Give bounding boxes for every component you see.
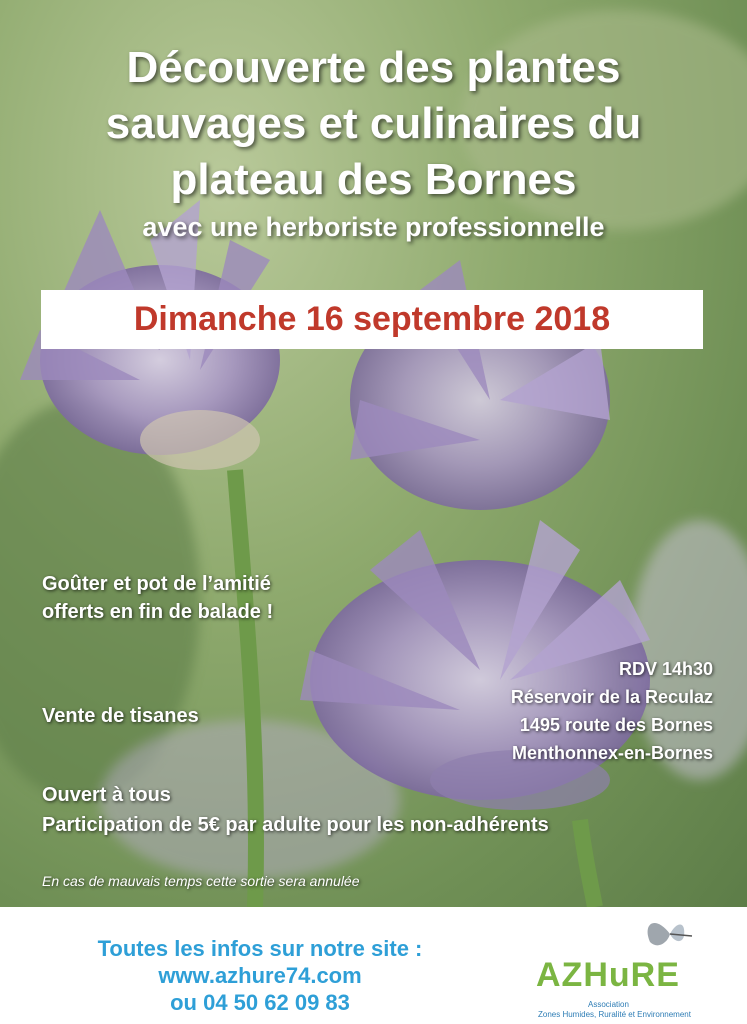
snack-line: offerts en fin de balade ! [42, 601, 274, 623]
poster-subtitle: avec une herboriste professionnelle [142, 212, 605, 242]
footer-info [45, 935, 475, 1016]
weather-note: En cas de mauvais temps cette sortie sera annulée [42, 873, 360, 889]
title-line: sauvages et culinaires du [105, 99, 642, 148]
meeting-line: RDV 14h30 [618, 659, 713, 679]
meeting-line: 1495 route des Bornes [519, 715, 713, 735]
title-line: plateau des Bornes [170, 155, 577, 204]
butterfly-icon [640, 914, 700, 954]
title-line: Découverte des plantes [126, 43, 621, 92]
snack-line: Goûter et pot de l’amitié [42, 573, 271, 595]
website-link[interactable]: www.azhure74.com [158, 963, 362, 988]
participation-info [42, 780, 549, 840]
logo-association: Association [588, 1000, 629, 1009]
poster-title [0, 40, 747, 208]
participation-line: Participation de 5€ par adulte pour les non-adhérents [42, 814, 549, 836]
date-banner [41, 290, 703, 349]
logo-name: AZHuRE [536, 956, 680, 994]
snack-info [42, 570, 273, 626]
participation-line: Ouvert à tous [42, 784, 171, 806]
meeting-point [511, 655, 713, 767]
tea-sale-info: Vente de tisanes [42, 705, 199, 727]
event-date: Dimanche 16 septembre 2018 [133, 300, 611, 338]
meeting-line: Réservoir de la Reculaz [510, 687, 713, 707]
logo-tagline: Zones Humides, Ruralité et Environnement [538, 1010, 691, 1019]
footer [0, 907, 747, 1024]
phone-number: ou 04 50 62 09 83 [170, 990, 350, 1015]
footer-line: Toutes les infos sur notre site : [97, 936, 423, 961]
meeting-line: Menthonnex-en-Bornes [511, 743, 713, 763]
azhure-logo [530, 912, 710, 1020]
